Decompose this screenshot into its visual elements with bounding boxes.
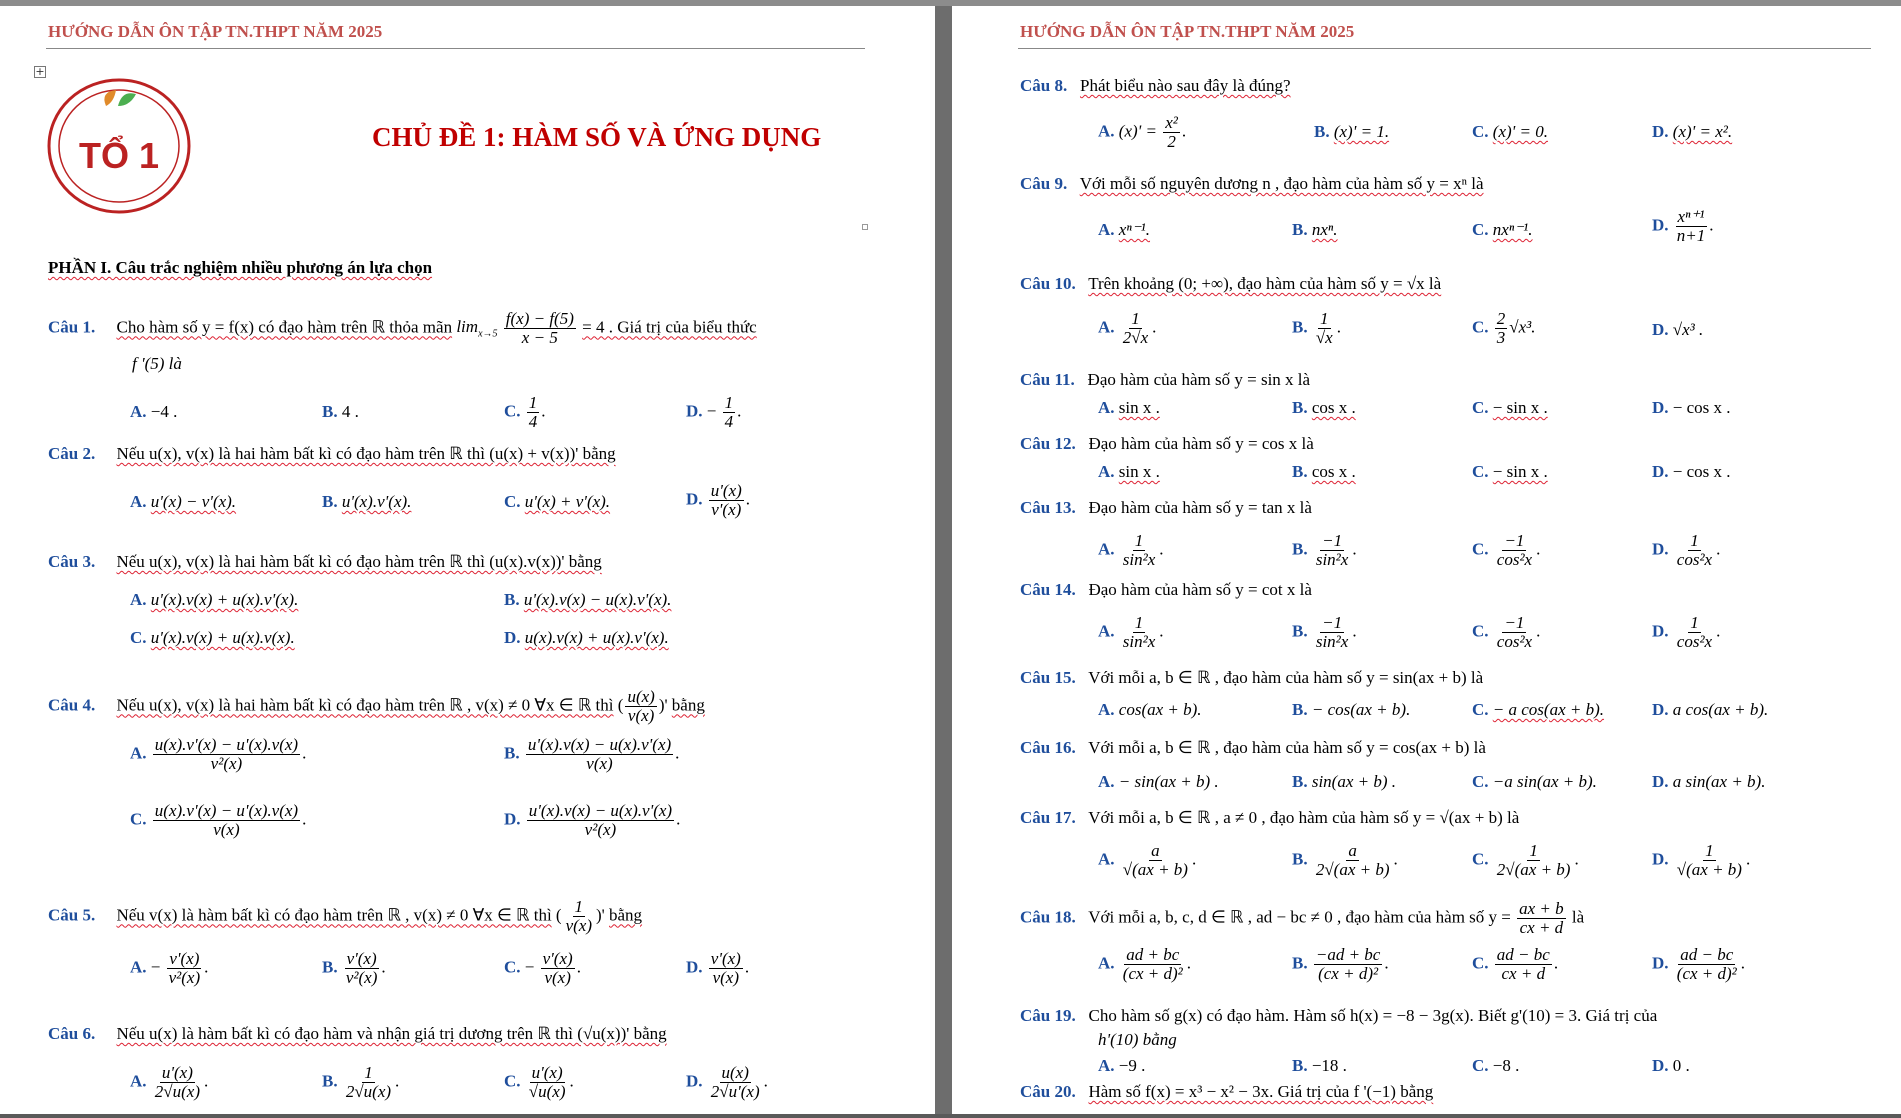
question-20: Câu 20. Hàm số f(x) = x³ − x² − 3x. Giá trị của f '(−1) bằng — [1020, 1082, 1434, 1101]
q12-option-c[interactable]: C. − sin x . — [1472, 462, 1548, 481]
question-13: Câu 13. Đạo hàm của hàm số y = tan x là — [1020, 498, 1312, 517]
q6-option-c[interactable]: C. $\frac{u'(x)}{√u(x)}$ . — [504, 1063, 574, 1101]
q11-option-b[interactable]: B. cos x . — [1292, 398, 1356, 417]
question-9: Câu 9. Với mỗi số nguyên dương n , đạo hàm của hàm số y = xⁿ là — [1020, 174, 1484, 193]
q16-option-d[interactable]: D. a sin(ax + b). — [1652, 772, 1766, 791]
q6-option-b[interactable]: B. $\frac{1}{2√u(x)}$ . — [322, 1063, 400, 1101]
document-page-left — [0, 6, 935, 1118]
question-14: Câu 14. Đạo hàm của hàm số y = cot x là — [1020, 580, 1312, 599]
q3-option-b[interactable]: B. u'(x).v(x) − u(x).v'(x). — [504, 590, 672, 609]
q16-option-b[interactable]: B. sin(ax + b) . — [1292, 772, 1397, 791]
question-15: Câu 15. Với mỗi a, b ∈ ℝ , đạo hàm của hàm số y = sin(ax + b) là — [1020, 668, 1484, 687]
logo-text: TỔ 1 — [78, 135, 160, 176]
question-1-line2: f '(5) là — [132, 354, 182, 373]
q9-option-b[interactable]: B. nxⁿ. — [1292, 220, 1338, 239]
q14-option-d[interactable]: D. $\frac{1}{\text{cos²x}}$ . — [1652, 613, 1721, 651]
q8-option-c[interactable]: C. (x)' = 0. — [1472, 122, 1549, 141]
q17-option-b[interactable]: B. $\frac{a}{2√(ax + b)}$ . — [1292, 841, 1398, 879]
q15-option-b[interactable]: B. − cos(ax + b). — [1292, 700, 1411, 719]
q4-option-c[interactable]: C. $\frac{u(x).v'(x) - u'(x).v(x)}{v(x)}$ . — [130, 801, 307, 839]
question-3: Câu 3. Nếu u(x), v(x) là hai hàm bất kì có đạo hàm trên ℝ thì (u(x).v(x))' bằng — [48, 552, 602, 571]
q2-option-c[interactable]: C. u'(x) + v'(x). — [504, 492, 611, 511]
question-11: Câu 11. Đạo hàm của hàm số y = sin x là — [1020, 370, 1311, 389]
q11-option-c[interactable]: C. − sin x . — [1472, 398, 1548, 417]
question-2: Câu 2. Nếu u(x), v(x) là hai hàm bất kì có đạo hàm trên ℝ thì (u(x) + v(x))' bằng — [48, 444, 616, 463]
q19-option-a[interactable]: A. −9 . — [1098, 1056, 1146, 1075]
header-rule — [1018, 48, 1871, 49]
q18-option-b[interactable]: B. $\frac{-ad + bc}{\text{(cx + d)²}}$ . — [1292, 945, 1389, 983]
q16-option-c[interactable]: C. −a sin(ax + b). — [1472, 772, 1597, 791]
q8-option-b[interactable]: B. (x)' = 1. — [1314, 122, 1390, 141]
q10-option-a[interactable]: A. $\frac{1}{2√x}$ . — [1098, 309, 1157, 347]
q2-option-a[interactable]: A. u'(x) − v'(x). — [130, 492, 237, 511]
q12-option-d[interactable]: D. − cos x . — [1652, 462, 1731, 481]
q4-option-d[interactable]: D. $\frac{u'(x).v(x) - u(x).v'(x)}{\text{v²(x)}}$ . — [504, 801, 681, 839]
question-18: Câu 18. Với mỗi a, b, c, d ∈ ℝ , ad − bc ≠ 0 , đạo hàm của hàm số y = $\frac{ax + b}{cx + d}$ là — [1020, 899, 1585, 937]
q16-option-a[interactable]: A. − sin(ax + b) . — [1098, 772, 1219, 791]
question-10: Câu 10. Trên khoảng (0; +∞), đạo hàm của hàm số y = √x là — [1020, 274, 1442, 293]
q3-option-a[interactable]: A. u'(x).v(x) + u(x).v'(x). — [130, 590, 299, 609]
q2-option-b[interactable]: B. u'(x).v'(x). — [322, 492, 412, 511]
q15-option-a[interactable]: A. cos(ax + b). — [1098, 700, 1202, 719]
question-19: Câu 19. Cho hàm số g(x) có đạo hàm. Hàm số h(x) = −8 − 3g(x). Biết g'(10) = 3. Giá trị của — [1020, 1006, 1658, 1025]
question-4: Câu 4. Nếu u(x), v(x) là hai hàm bất kì có đạo hàm trên ℝ , v(x) ≠ 0 ∀x ∈ ℝ thì ( $\frac{u(x)}{v(x)}$ )' bằng — [48, 687, 705, 725]
table-move-handle-icon[interactable]: + — [35, 65, 45, 78]
q19-option-b[interactable]: B. −18 . — [1292, 1056, 1347, 1075]
document-page-right — [952, 6, 1901, 1118]
q19-option-d[interactable]: D. 0 . — [1652, 1056, 1690, 1075]
q14-option-c[interactable]: C. $\frac{-1}{\text{cos²x}}$ . — [1472, 613, 1541, 651]
question-5: Câu 5. Nếu v(x) là hàm bất kì có đạo hàm trên ℝ , v(x) ≠ 0 ∀x ∈ ℝ thì ( $\frac{1}{v(x)}$ )' bằng — [48, 897, 643, 935]
q6-option-d[interactable]: D. $\frac{u(x)}{2√u'(x)}$ . — [686, 1063, 768, 1101]
status-strip — [0, 1114, 1901, 1118]
q1-option-c[interactable]: C. $\frac{1}{4}$ . — [504, 393, 546, 431]
q10-option-b[interactable]: B. $\frac{1}{√x}$ . — [1292, 309, 1341, 347]
q11-option-d[interactable]: D. − cos x . — [1652, 398, 1731, 417]
q5-option-b[interactable]: B. $\frac{v'(x)}{\text{v²(x)}}$ . — [322, 949, 386, 987]
page-header: HƯỚNG DẪN ÔN TẬP TN.THPT NĂM 2025 — [48, 22, 383, 41]
q2-option-d[interactable]: D. $\frac{u'(x)}{v'(x)}$ . — [686, 481, 751, 519]
question-6: Câu 6. Nếu u(x) là hàm bất kì có đạo hàm và nhận giá trị dương trên ℝ thì (√u(x))' bằng — [48, 1024, 667, 1043]
q4-option-a[interactable]: A. $\frac{u(x).v'(x) - u'(x).v(x)}{\text{v²(x)}}$ . — [130, 735, 307, 773]
q13-option-c[interactable]: C. $\frac{-1}{\text{cos²x}}$ . — [1472, 531, 1541, 569]
question-12: Câu 12. Đạo hàm của hàm số y = cos x là — [1020, 434, 1314, 453]
q19-option-c[interactable]: C. −8 . — [1472, 1056, 1520, 1075]
q18-option-c[interactable]: C. $\frac{ad - bc}{cx + d}$ . — [1472, 945, 1559, 983]
q6-option-a[interactable]: A. $\frac{u'(x)}{2√u(x)}$ . — [130, 1063, 209, 1101]
team-logo — [46, 76, 192, 216]
section-heading: PHẦN I. Câu trắc nghiệm nhiều phương án lựa chọn — [48, 258, 433, 277]
q14-option-a[interactable]: A. $\frac{1}{\text{sin²x}}$ . — [1098, 613, 1164, 651]
q3-option-c[interactable]: C. u'(x).v(x) + u(x).v(x). — [130, 628, 295, 647]
q8-option-d[interactable]: D. (x)' = x². — [1652, 122, 1733, 141]
page-gutter — [935, 6, 952, 1118]
q15-option-d[interactable]: D. a cos(ax + b). — [1652, 700, 1769, 719]
q1-option-a[interactable]: A. −4 . — [130, 402, 178, 421]
q13-option-b[interactable]: B. $\frac{-1}{\text{sin²x}}$ . — [1292, 531, 1357, 569]
q12-option-a[interactable]: A. sin x . — [1098, 462, 1160, 481]
q15-option-c[interactable]: C. − a cos(ax + b). — [1472, 700, 1605, 719]
question-19-line2: h'(10) bằng — [1098, 1030, 1177, 1049]
q4-option-b[interactable]: B. $\frac{u'(x).v(x) - u(x).v'(x)}{v(x)}$ . — [504, 735, 680, 773]
q13-option-d[interactable]: D. $\frac{1}{\text{cos²x}}$ . — [1652, 531, 1721, 569]
q9-option-a[interactable]: A. xⁿ⁻¹. — [1098, 220, 1151, 239]
question-17: Câu 17. Với mỗi a, b ∈ ℝ , a ≠ 0 , đạo hàm của hàm số y = √(ax + b) là — [1020, 808, 1520, 827]
q9-option-d[interactable]: D. $\frac{\text{xⁿ⁺¹}}{n+1}$ . — [1652, 207, 1714, 245]
q10-option-d[interactable]: D. √x³ . — [1652, 320, 1704, 339]
question-8: Câu 8. Phát biểu nào sau đây là đúng? — [1020, 76, 1291, 95]
q17-option-a[interactable]: A. $\frac{a}{√(ax + b)}$ . — [1098, 841, 1197, 879]
q14-option-b[interactable]: B. $\frac{-1}{\text{sin²x}}$ . — [1292, 613, 1357, 651]
q11-option-a[interactable]: A. sin x . — [1098, 398, 1160, 417]
header-rule — [46, 48, 865, 49]
q17-option-c[interactable]: C. $\frac{1}{2√(ax + b)}$ . — [1472, 841, 1579, 879]
chapter-title: CHỦ ĐỀ 1: HÀM SỐ VÀ ỨNG DỤNG — [372, 122, 822, 152]
q8-option-a[interactable]: A. (x)' = $\frac{\text{x²}}{2}$ . — [1098, 113, 1187, 151]
q5-option-d[interactable]: D. $\frac{v'(x)}{v(x)}$ . — [686, 949, 750, 987]
q13-option-a[interactable]: A. $\frac{1}{\text{sin²x}}$ . — [1098, 531, 1164, 569]
q1-option-d[interactable]: D. − $\frac{1}{4}$ . — [686, 393, 742, 431]
q3-option-d[interactable]: D. u(x).v(x) + u(x).v'(x). — [504, 628, 669, 647]
question-1: Câu 1. Cho hàm số y = f(x) có đạo hàm trên ℝ thỏa mãn $\lim_{x\to 5}$ $\frac{f(x) - f(5)}{x - 5}$ = 4 . Giá trị của biểu thức — [48, 309, 757, 347]
q18-option-d[interactable]: D. $\frac{ad - bc}{\text{(cx + d)²}}$ . — [1652, 945, 1746, 983]
q18-option-a[interactable]: A. $\frac{ad + bc}{\text{(cx + d)²}}$ . — [1098, 945, 1192, 983]
anchor-marker — [862, 224, 868, 230]
q9-option-c[interactable]: C. nxⁿ⁻¹. — [1472, 220, 1533, 239]
page-header: HƯỚNG DẪN ÔN TẬP TN.THPT NĂM 2025 — [1020, 22, 1355, 41]
question-16: Câu 16. Với mỗi a, b ∈ ℝ , đạo hàm của hàm số y = cos(ax + b) là — [1020, 738, 1486, 757]
q5-option-c[interactable]: C. − $\frac{v'(x)}{v(x)}$ . — [504, 949, 581, 987]
q10-option-c[interactable]: C. $\frac{2}{3}$ √x³. — [1472, 309, 1536, 347]
q12-option-b[interactable]: B. cos x . — [1292, 462, 1356, 481]
q17-option-d[interactable]: D. $\frac{1}{√(ax + b)}$ . — [1652, 841, 1751, 879]
q5-option-a[interactable]: A. − $\frac{v'(x)}{\text{v²(x)}}$ . — [130, 949, 209, 987]
q1-option-b[interactable]: B. 4 . — [322, 402, 359, 421]
